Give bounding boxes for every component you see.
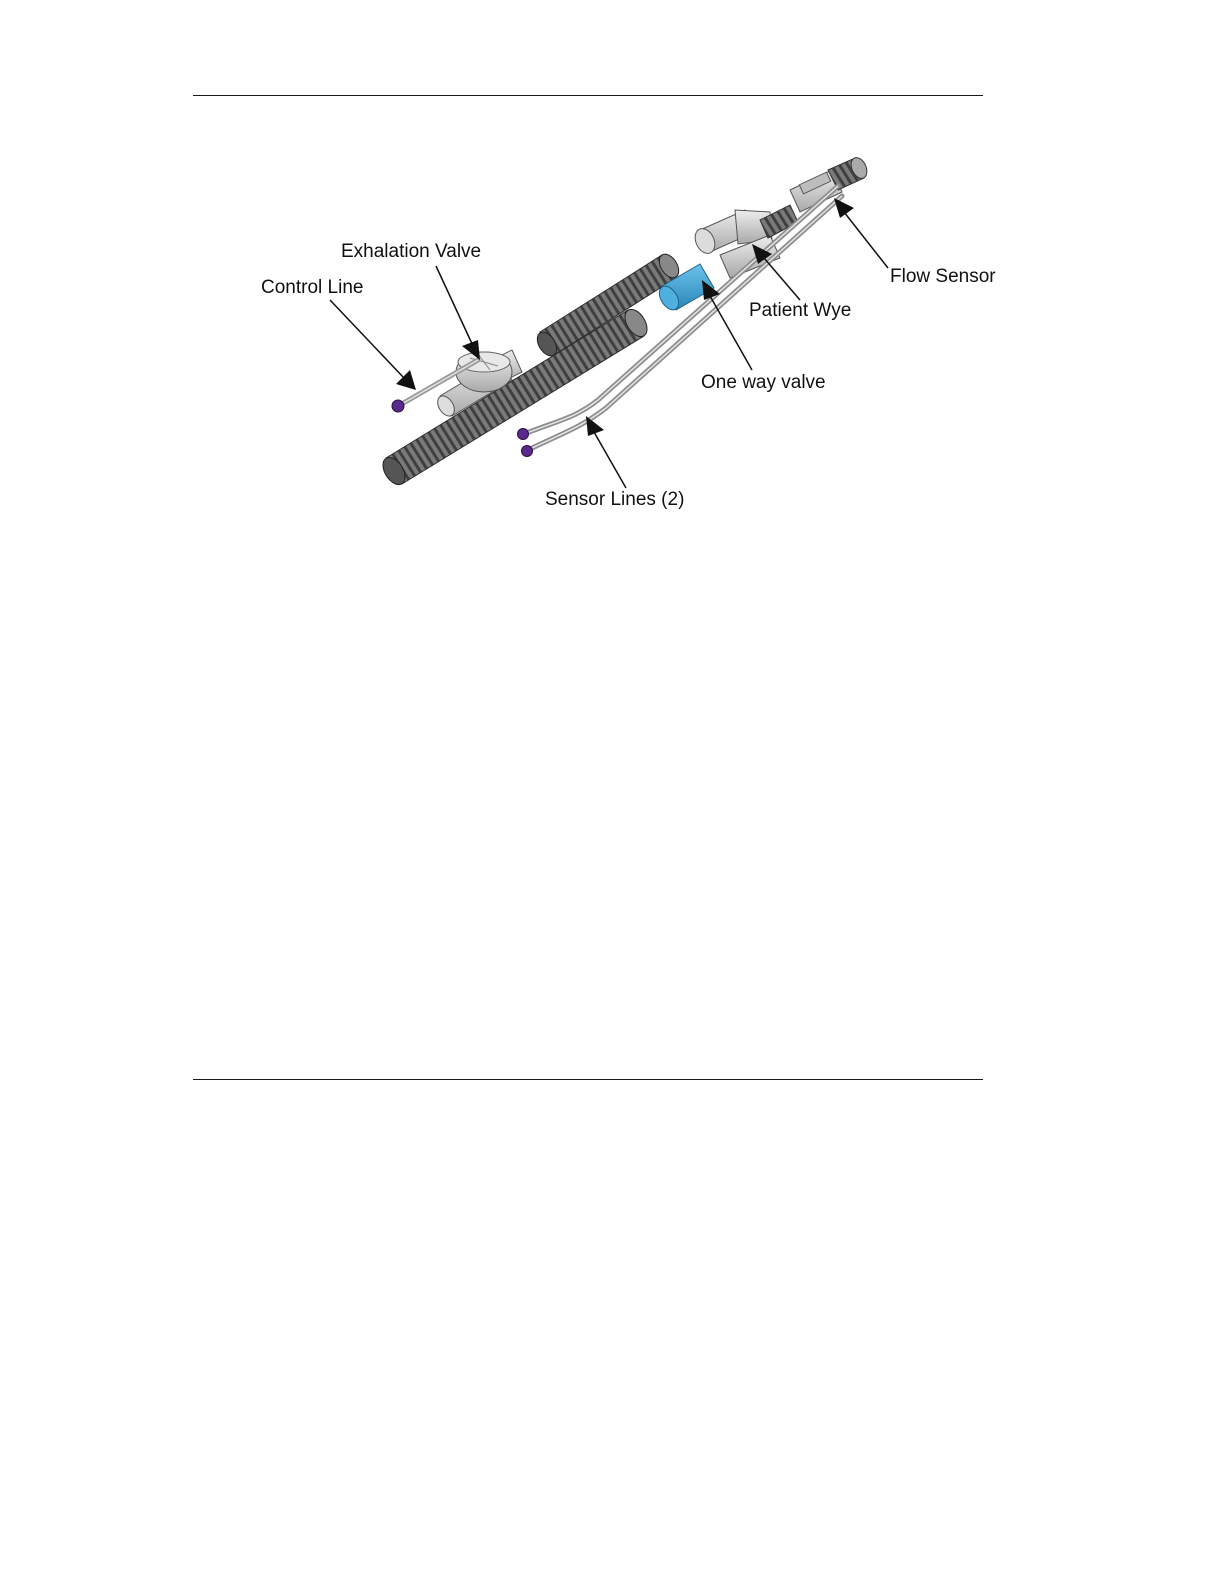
- label-control-line: Control Line: [261, 277, 364, 298]
- footer-rule: [193, 1079, 983, 1080]
- breathing-circuit-diagram: [0, 0, 1224, 600]
- label-sensor-lines: Sensor Lines (2): [545, 489, 685, 510]
- label-patient-wye: Patient Wye: [749, 300, 852, 321]
- label-one-way-valve: One way valve: [701, 372, 826, 393]
- label-exhalation-valve: Exhalation Valve: [341, 241, 482, 262]
- label-flow-sensor: Flow Sensor: [890, 266, 996, 287]
